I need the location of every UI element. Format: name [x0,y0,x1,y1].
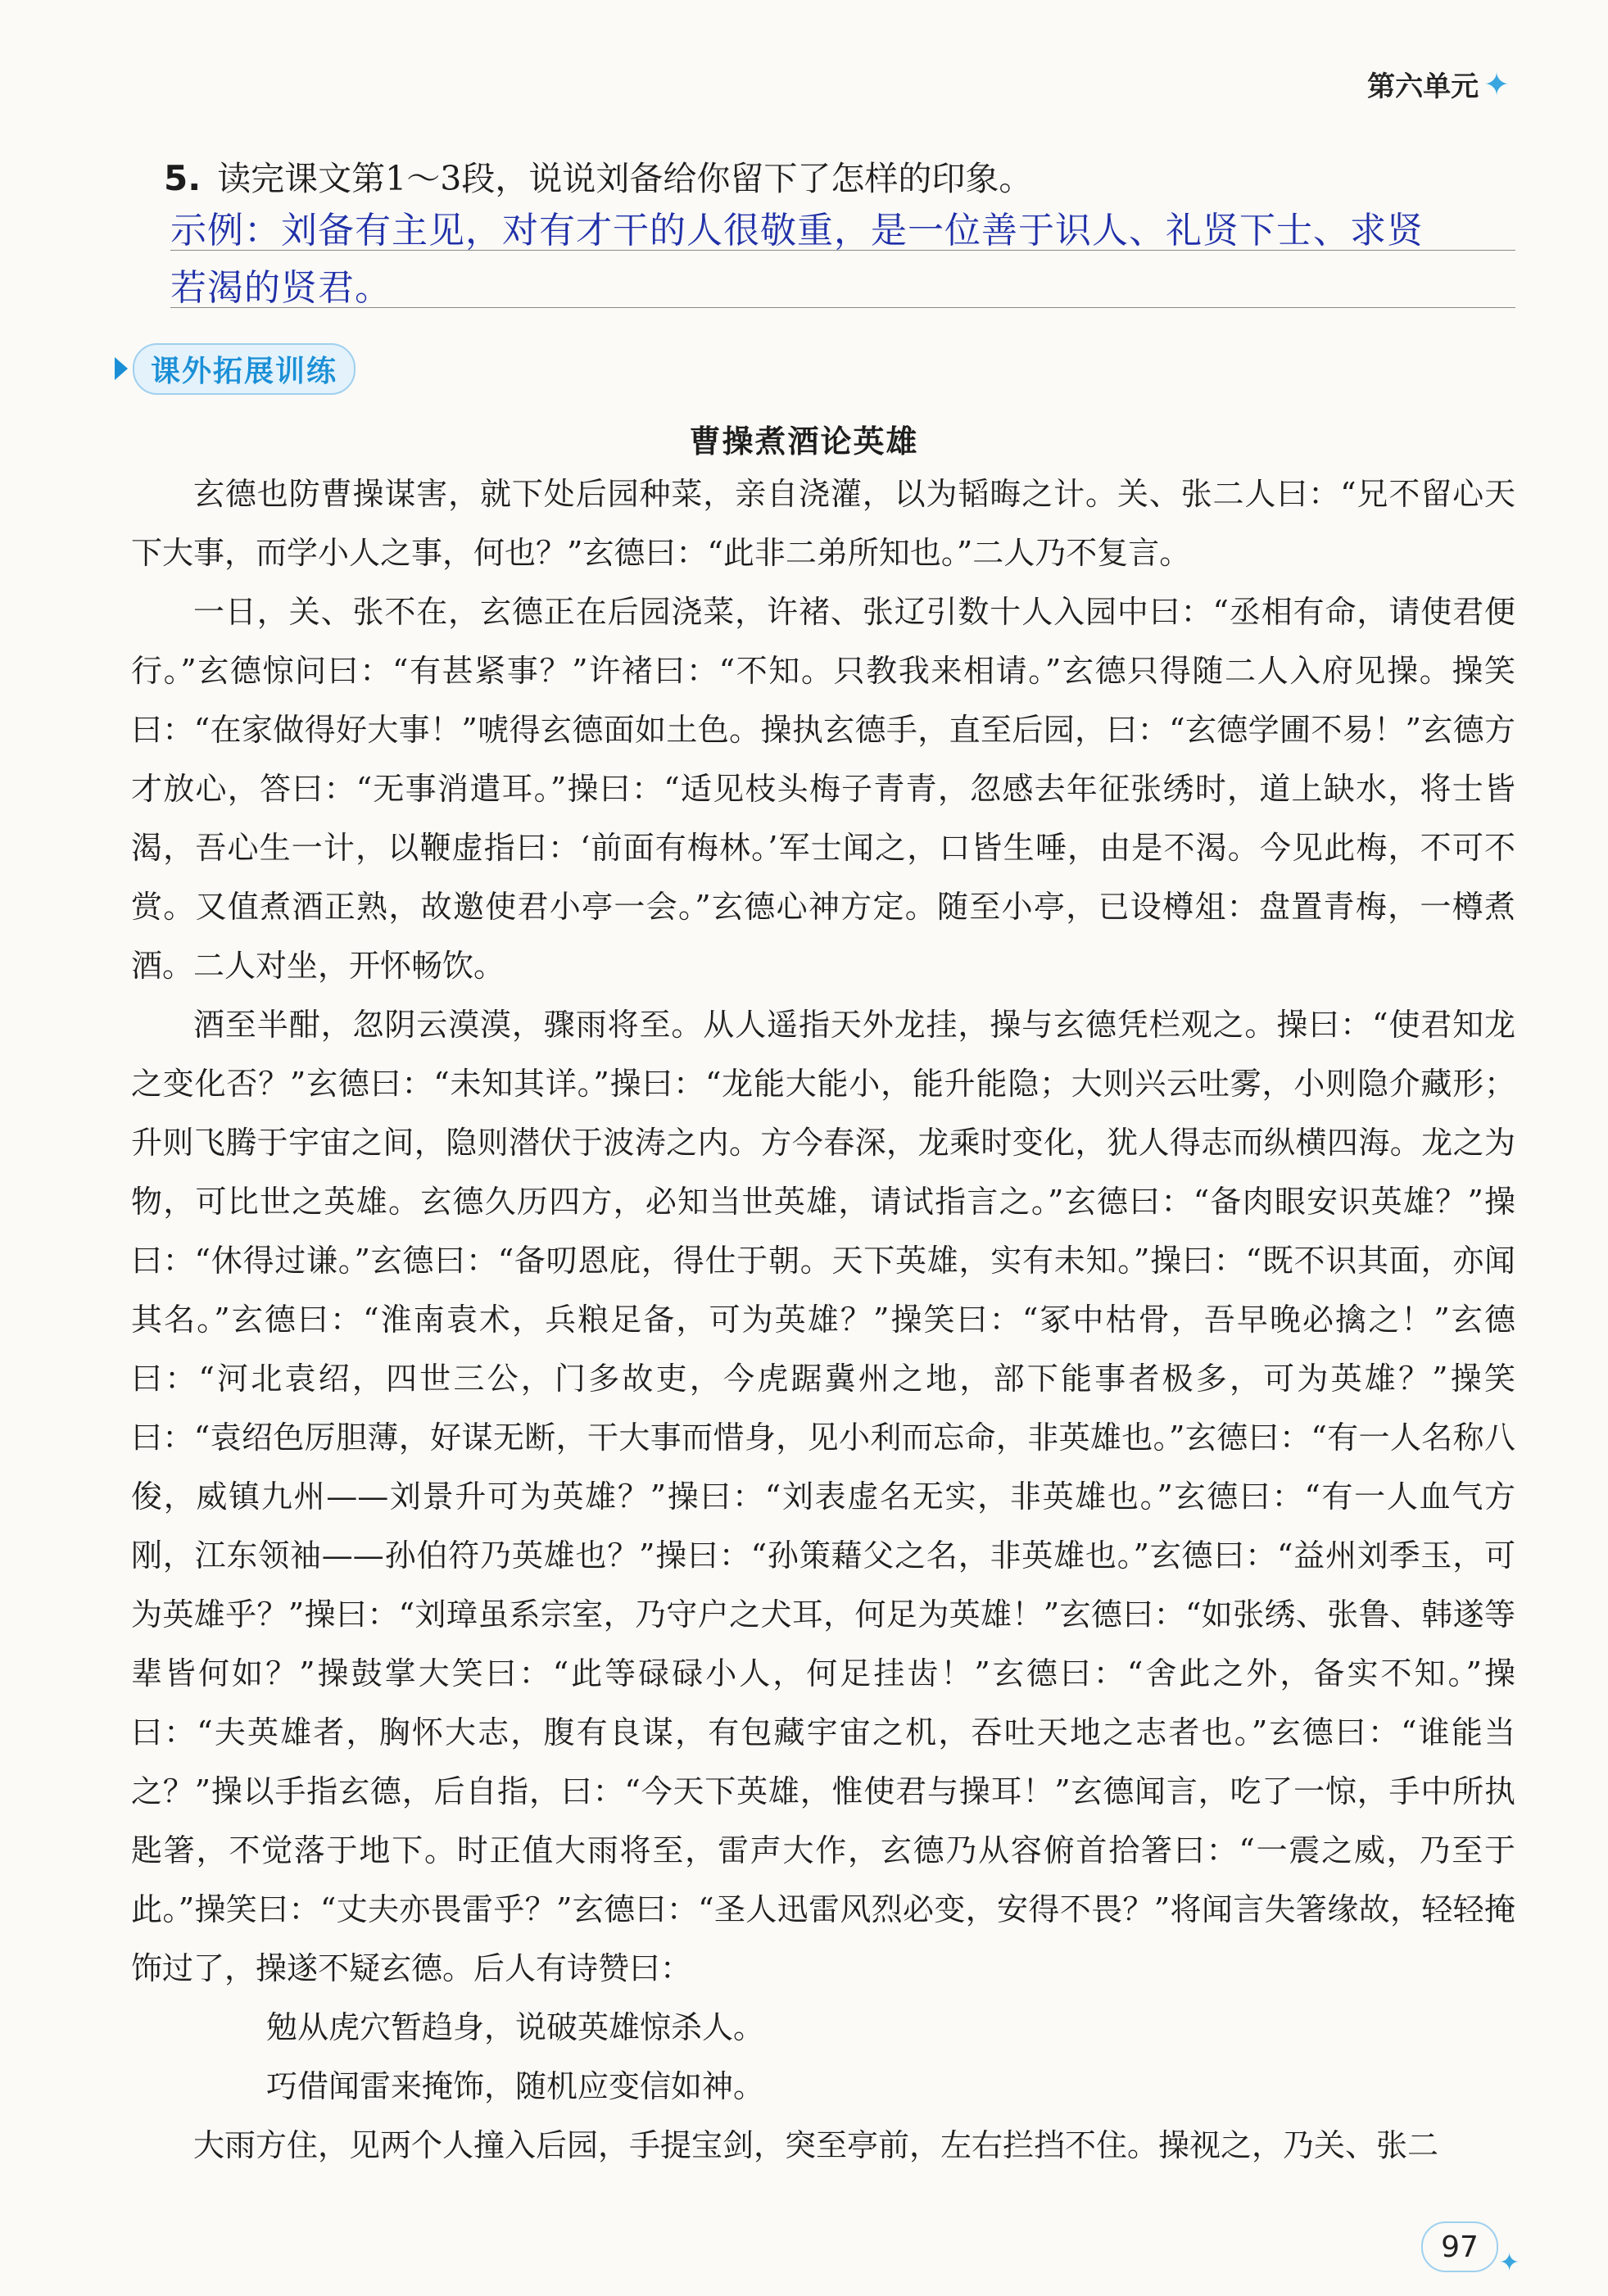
page-sparkle-icon: ✦ [1499,2248,1520,2277]
answer-rule-2 [170,307,1515,308]
poem-line-1: 勉从虎穴暂趋身，说破英雄惊杀人。 [266,2009,765,2045]
article-paragraph-3: 酒至半酣，忽阴云漠漠，骤雨将至。从人遥指天外龙挂，操与玄德凭栏观之。操曰：“使君知龙之变化否？”玄德曰：“未知其详。”操曰：“龙能大能小，能升能隐；大则兴云吐雾，小则隐介藏形；升则飞腾于宇宙之间，隐则潜伏于波涛之内。方今春深，龙乘时变化，犹人得志而纵横四海。龙之为物，可比世之英雄。玄德久历四方，必知当世英雄，请试指言之。”玄德曰：“备肉眼安识英雄？”操曰：“休得过谦。”玄德曰：“备叨恩庇，得仕于朝。天下英雄，实有未知。”操曰：“既不识其面，亦闻其名。”玄德曰：“淮南袁术，兵粮足备，可为英雄？”操笑曰：“冢中枯骨，吾早晚必擒之！”玄德曰：“河北袁绍，四世三公，门多故吏，今虎踞冀州之地，部下能事者极多，可为英雄？”操笑曰：“袁绍色厉胆薄，好谋无断，干大事而惜身，见小利而忘命，非英雄也。”玄德曰：“有一人名称八俊，威镇九州——刘景升可为英雄？”操曰：“刘表虚名无实，非英雄也。”玄德曰：“有一人血气方刚，江东领袖——孙伯符乃英雄也？”操曰：“孙策藉父之名，非英雄也。”玄德曰：“益州刘季玉，可为英雄乎？”操曰：“刘璋虽系宗室，乃守户之犬耳，何足为英雄！”玄德曰：“如张绣、张鲁、韩遂等辈皆何如？”操鼓掌大笑曰：“此等碌碌小人，何足挂齿！”玄德曰：“舍此之外，备实不知。”操曰：“夫英雄者，胸怀大志，腹有良谋，有包藏宇宙之机，吞吐天地之志者也。”玄德曰：“谁能当之？”操以手指玄德，后自指，曰：“今天下英雄，惟使君与操耳！”玄德闻言，吃了一惊，手中所执匙箸，不觉落于地下。时正值大雨将至，雷声大作，玄德乃从容俯首拾箸曰：“一震之威，乃至于此。”操笑曰：“丈夫亦畏雷乎？”玄德曰：“圣人迅雷风烈必变，安得不畏？”将闻言失箸缘故，轻轻掩饰过了，操遂不疑玄德。后人有诗赞曰： [131,1007,1515,1986]
unit-header [1367,64,1510,104]
answer-line-1: 示例：刘备有主见，对有才干的人很敬重，是一位善于识人、礼贤下士、求贤 [170,210,1424,251]
section-badge [115,344,377,393]
question-text: 读完课文第1～3段，说说刘备给你留下了怎样的印象。 [217,159,1033,198]
question-number: 5. [164,158,202,198]
answer-line-2: 若渴的贤君。 [170,267,392,309]
page-number: 97 [1421,2221,1498,2272]
article-paragraph-1: 玄德也防曹操谋害，就下处后园种菜，亲自浇灌，以为韬晦之计。关、张二人曰：“兄不留心天下大事，而学小人之事，何也？”玄德曰：“此非二弟所知也。”二人乃不复言。 [131,476,1515,571]
triangle-icon [115,357,128,380]
section-label: 课外拓展训练 [133,343,356,395]
article-paragraph-2: 一日，关、张不在，玄德正在后园浇菜，许褚、张辽引数十人入园中曰：“丞相有命，请使君便行。”玄德惊问曰：“有甚紧事？”许褚曰：“不知。只教我来相请。”玄德只得随二人入府见操。操笑曰：“在家做得好大事！”唬得玄德面如土色。操执玄德手，直至后园，曰：“玄德学圃不易！”玄德方才放心，答曰：“无事消遣耳。”操曰：“适见枝头梅子青青，忽感去年征张绣时，道上缺水，将士皆渴，吾心生一计，以鞭虚指曰：‘前面有梅林。’军士闻之，口皆生唾，由是不渴。今见此梅，不可不赏。又值煮酒正熟，故邀使君小亭一会。”玄德心神方定。随至小亭，已设樽俎：盘置青梅，一樽煮酒。二人对坐，开怀畅饮。 [131,594,1515,984]
article-title: 曹操煮酒论英雄 [689,423,919,460]
unit-title: 第六单元 [1367,70,1479,103]
sparkle-icon: ✦ [1483,66,1510,102]
question-5 [164,152,1032,200]
answer-rule-1 [170,250,1515,251]
article-last-line: 大雨方住，见两个人撞入后园，手提宝剑，突至亭前，左右拦挡不住。操视之，乃关、张二 [193,2127,1439,2163]
poem-line-2: 巧借闻雷来掩饰，随机应变信如神。 [266,2068,765,2104]
